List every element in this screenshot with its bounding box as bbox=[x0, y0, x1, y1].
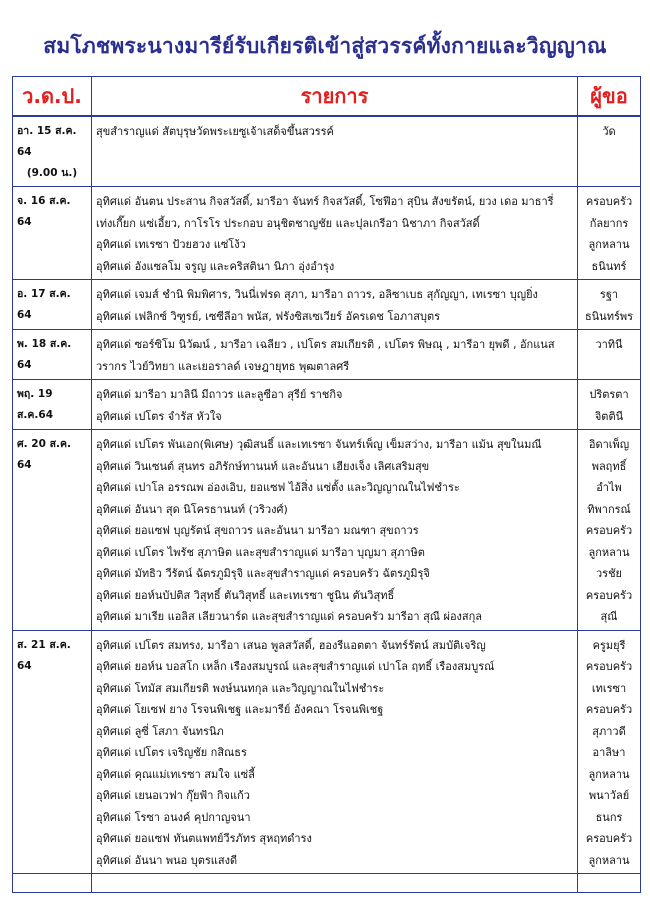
empty-cell bbox=[92, 874, 578, 893]
requester-name: ลูกหลาน bbox=[588, 545, 630, 559]
intention-line: อุทิศแด่ เปโตร พันเอก(พิเศษ) วุฒิสนธิ์ และเทเรซา จันทร์เพ็ญ เข็มสว่าง, มารีอา แม้น สุขในมณี bbox=[96, 438, 542, 451]
table-row bbox=[13, 630, 641, 874]
intention-line: สุขสำราญแด่ สัตบุรุษวัดพระเยซูเจ้าเสด็จขึ้นสวรรค์ bbox=[96, 125, 334, 138]
requester-name: จิตตินี bbox=[594, 409, 624, 423]
row-date-time: (9.00 น.) bbox=[26, 167, 78, 179]
row-date-cell bbox=[13, 116, 92, 187]
intention-line: อุทิศแด่ ยอแซฟ บุญรัตน์ สุขถาวร และอันนา มารีอา มณฑา สุขถาวร bbox=[96, 524, 419, 537]
table-row bbox=[13, 430, 641, 631]
table-row bbox=[13, 280, 641, 330]
table-row bbox=[13, 187, 641, 280]
requester-name: ลูกหลาน bbox=[588, 853, 630, 867]
intention-line: อุทิศแด่ เจมส์ ชำนิ พิมพิศาร, วินนี่เฟรด สุภา, มารีอา ถาวร, อลิซาเบธ สุกัญญา, เทเรซา บุญยิ่ง bbox=[96, 288, 538, 301]
requester-name: ครอบครัว bbox=[585, 660, 633, 673]
row-date: อา. 15 ส.ค. 64 bbox=[17, 125, 77, 158]
requester-name: อำไพ bbox=[596, 481, 622, 494]
requester-name: วาทินี bbox=[595, 338, 623, 351]
requester-name: ทิพากรณ์ bbox=[587, 502, 631, 516]
requester-name: ครอบครัว bbox=[585, 195, 633, 208]
row-items-cell bbox=[92, 330, 578, 380]
row-date-cell bbox=[13, 380, 92, 430]
requester-name: ลูกหลาน bbox=[588, 767, 630, 781]
intention-line: อุทิศแด่ โทมัส สมเกียรติ พงษ์นนทกุล และวิญญาณในไฟชำระ bbox=[96, 681, 385, 695]
row-items-cell bbox=[92, 380, 578, 430]
intention-line: อุทิศแด่ มาเรีย แอลิส เลียวนาร์ด และสุขสำราญแด่ ครอบครัว มารีอา สุณี ผ่องสกุล bbox=[96, 610, 483, 623]
empty-cell bbox=[578, 874, 641, 893]
row-requester-cell bbox=[578, 187, 641, 280]
intention-line: อุทิศแด่ เปโตร จำรัส หัวใจ bbox=[96, 409, 222, 423]
row-requester-cell bbox=[578, 630, 641, 874]
row-items-cell bbox=[92, 630, 578, 874]
row-date-cell bbox=[13, 330, 92, 380]
requester-name: พลฤทธิ์ bbox=[591, 459, 627, 473]
table-row bbox=[13, 380, 641, 430]
intention-line: อุทิศแด่ โยเซฟ ยาง โรจนพิเชฐ และมารีย์ อังคณา โรจนพิเชฐ bbox=[96, 703, 384, 716]
row-requester-cell bbox=[578, 280, 641, 330]
row-requester-cell bbox=[578, 116, 641, 187]
empty-cell bbox=[13, 874, 92, 893]
requester-name: พนาวัลย์ bbox=[588, 789, 630, 802]
row-requester-cell bbox=[578, 330, 641, 380]
intention-line: วรากร ไวย์วิทยา และเยอราลด์ เจษฎายุทธ พุฒตาลศรี bbox=[96, 359, 350, 373]
requester-name: วรชัย bbox=[596, 567, 622, 580]
intention-line: อุทิศแด่ ยอห์นบัปติส วิสุทธิ์ ตันวิสุทธิ์ และเทเรซา ชูนิน ตันวิสุทธิ์ bbox=[96, 588, 395, 602]
intention-line: อุทิศแด่ เปโตร ไพรัช สุภาษิต และสุขสำราญแด่ มารีอา บุญมา สุภาษิต bbox=[96, 545, 425, 559]
row-items-cell bbox=[92, 430, 578, 631]
intention-line: อุทิศแด่ เปโตร เจริญชัย กสิณธร bbox=[96, 746, 247, 759]
requester-name: ครอบครัว bbox=[585, 832, 633, 845]
requester-name: ธนกร bbox=[595, 810, 623, 824]
intention-line: อุทิศแด่ เทเรซา ป้วยฮวง แซ่โง้ว bbox=[96, 238, 246, 251]
intention-line: อุทิศแด่ อังแซลโม จรูญ และคริสตินา นิภา อุ่งอำรุง bbox=[96, 259, 335, 273]
intention-line: อุทิศแด่ เยนอเวฟา กุ๊ยฟ้า กิจแก้ว bbox=[96, 789, 250, 802]
requester-name: รฐา bbox=[599, 288, 619, 301]
requester-name: สุณี bbox=[600, 610, 618, 623]
row-requester-cell bbox=[578, 430, 641, 631]
table-body bbox=[13, 116, 641, 893]
intention-line: อุทิศแด่ มัทธิว วีรัตน์ ฉัตรภูมิรุจิ และสุขสำราญแด่ ครอบครัว ฉัตรภูมิรุจิ bbox=[96, 567, 430, 580]
row-date: พ. 18 ส.ค. 64 bbox=[17, 338, 72, 371]
row-date: ศ. 20 ส.ค. 64 bbox=[17, 438, 71, 471]
row-date: พฤ. 19 ส.ค.64 bbox=[17, 388, 54, 421]
row-date: ส. 21 ส.ค. 64 bbox=[17, 638, 71, 672]
row-requester-cell bbox=[578, 380, 641, 430]
header-date: ว.ด.ป. bbox=[13, 77, 92, 117]
row-date-cell bbox=[13, 430, 92, 631]
empty-row bbox=[13, 874, 641, 893]
intention-line: อุทิศแด่ ซอร์ซิโม นิวัฒน์ , มารีอา เฉลียว , เปโตร สมเกียรติ , เปโตร พิษณุ , มารีอา ยุพดี , อักแนส bbox=[96, 338, 555, 351]
requester-name: ครูมยุรี bbox=[592, 638, 626, 652]
requester-name: ครอบครัว bbox=[585, 703, 633, 716]
row-date: จ. 16 ส.ค. 64 bbox=[17, 195, 71, 228]
header-requester: ผู้ขอ bbox=[578, 77, 641, 117]
requester-name: วัด bbox=[602, 125, 616, 138]
requester-name: ปริตรตา bbox=[589, 388, 629, 401]
requester-name: ครอบครัว bbox=[585, 588, 633, 602]
row-date-cell bbox=[13, 280, 92, 330]
intention-line: อุทิศแด่ คุณแม่เทเรซา สมใจ แซ่ลี้ bbox=[96, 767, 255, 781]
requester-name: กัลยากร bbox=[589, 216, 629, 230]
intention-line: อุทิศแด่ อันตน ประสาน กิจสวัสดิ์, มารีอา จันทร์ กิจสวัสดิ์, โซฟีอา สุบิน สังขรัตน์, ยวง เดอ มาธารี่ bbox=[96, 195, 554, 208]
requester-name: อิดาเพ็ญ bbox=[588, 438, 630, 451]
intention-line: อุทิศแด่ อันนา สุด นิโครธานนท์ (วริวงศ์) bbox=[96, 502, 288, 516]
table-header-row bbox=[13, 77, 641, 117]
intention-line: อุทิศแด่ ยอแซฟ ทันตแพทย์วีรภัทร สุหฤทดำรง bbox=[96, 832, 312, 845]
requester-name: อาลิษา bbox=[592, 746, 626, 759]
requester-name: ครอบครัว bbox=[585, 524, 633, 537]
header-items: รายการ bbox=[92, 77, 578, 117]
intention-line: อุทิศแด่ เฟลิกซ์ วิฑูรย์, เซซีลีอา พนัส, ฟรังซิสเซเวียร์ อัครเดช โอภาสบุตร bbox=[96, 309, 441, 323]
requester-name: สุภาวดี bbox=[592, 724, 626, 738]
requester-name: เทเรซา bbox=[591, 681, 627, 695]
table-row bbox=[13, 116, 641, 187]
intention-line: อุทิศแด่ เปาโล อรรณพ อ่องเอิบ, ยอแซฟ ไอ้สิ่ง แซ่ตั้ง และวิญญาณในไฟชำระ bbox=[96, 481, 460, 494]
row-items-cell bbox=[92, 187, 578, 280]
intention-line: อุทิศแด่ วินเซนต์ สุนทร อภิรักษ์ทานนท์ และอันนา เฮียงเจ็ง เลิศเสริมสุข bbox=[96, 459, 430, 473]
intention-line: อุทิศแด่ มารีอา มาลินี มีถาวร และลูซีอา สุรีย์ ราชกิจ bbox=[96, 388, 343, 401]
requester-name: ลูกหลาน bbox=[588, 238, 630, 251]
row-date-cell bbox=[13, 187, 92, 280]
intention-line: อุทิศแด่ โรซา อนงค์ คุปกาญจนา bbox=[96, 810, 251, 824]
row-items-cell bbox=[92, 116, 578, 187]
intention-line: เท่งเกี๊ยก แซ่เอี้ยว, กาโรโร ประกอบ อนุชิตชาญชัย และปุลเกรีอา นิชาภา กิจสวัสดิ์ bbox=[96, 216, 480, 230]
intention-line: อุทิศแด่ ลูซี่ โสภา จันทรนิภ bbox=[96, 724, 224, 738]
intention-line: อุทิศแด่ ยอห์น บอสโก เหล็ก เรืองสมบูรณ์ และสุขสำราญแด่ เปาโล ฤทธิ์ เรืองสมบูรณ์ bbox=[96, 660, 495, 673]
intentions-table bbox=[12, 76, 641, 893]
requester-name: ธนินทร์ bbox=[591, 259, 627, 273]
table-row bbox=[13, 330, 641, 380]
row-date-cell bbox=[13, 630, 92, 874]
intention-line: อุทิศแด่ อันนา พนอ บุตรแสงดี bbox=[96, 853, 238, 867]
requester-name: ธนินทร์พร bbox=[584, 309, 634, 323]
page-title: สมโภชพระนางมารีย์รับเกียรติเข้าสู่สวรรค์ทั้งกายและวิญญาณ bbox=[43, 34, 607, 58]
row-date: อ. 17 ส.ค. 64 bbox=[17, 288, 71, 321]
row-items-cell bbox=[92, 280, 578, 330]
intention-line: อุทิศแด่ เปโตร สมทรง, มารีอา เสนอ พูลสวัสดิ์, ฮองรีแอตตา จันทร์รัตน์ สมบัติเจริญ bbox=[96, 638, 486, 652]
